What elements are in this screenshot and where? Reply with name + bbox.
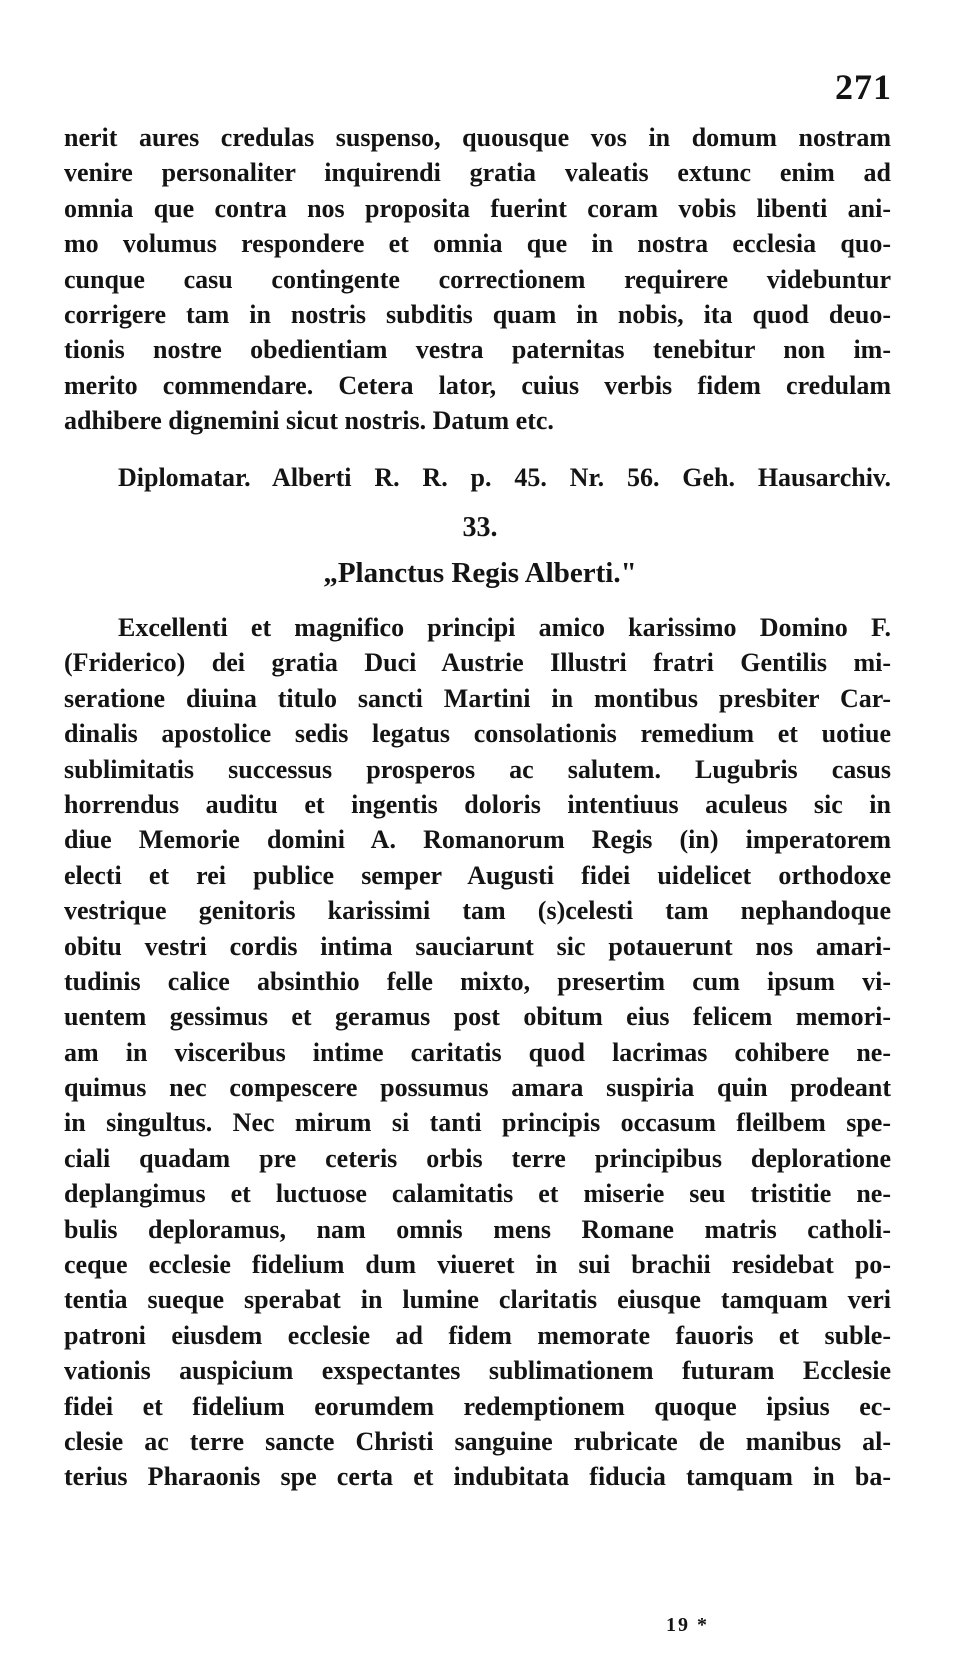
text-line: obitu vestri cordis intima sauciarunt sic potauerunt nos amari-: [64, 931, 891, 961]
text-line: tionis nostre obedientiam vestra paternitas tenebitur non im-: [64, 335, 891, 365]
text-line: ceque ecclesie fidelium dum viueret in sui brachii residebat po-: [64, 1250, 891, 1280]
text-line: diue Memorie domini A. Romanorum Regis (in) imperatorem: [64, 825, 891, 855]
text-line: fidei et fidelium eorumdem redemptionem quoque ipsius ec-: [64, 1391, 891, 1421]
text-line: (Friderico) dei gratia Duci Austrie Illustri fratri Gentilis mi-: [64, 648, 891, 678]
text-line: omnia que contra nos proposita fuerint coram vobis libenti ani-: [64, 193, 891, 223]
top-paragraph: [64, 120, 891, 439]
text-line: bulis deploramus, nam omnis mens Romane matris catholi-: [64, 1214, 891, 1244]
text-line: deplangimus et luctuose calamitatis et miserie seu tristitie ne-: [64, 1179, 891, 1209]
text-line: quimus nec compescere possumus amara suspiria quin prodeant: [64, 1073, 891, 1103]
text-line: in singultus. Nec mirum si tanti principis occasum fleilbem spe-: [64, 1108, 891, 1138]
text-line: clesie ac terre sancte Christi sanguine rubricate de manibus al-: [64, 1426, 891, 1456]
text-line: nerit aures credulas suspenso, quousque vos in domum nostram: [64, 123, 891, 152]
text-line: venire personaliter inquirendi gratia valeatis extunc enim ad: [64, 158, 891, 188]
text-line: tudinis calice absinthio felle mixto, presertim cum ipsum vi-: [64, 966, 891, 996]
text-line: cunque casu contingente correctionem requirere videbuntur: [64, 264, 891, 294]
text-line: ciali quadam pre ceteris orbis terre principibus deploratione: [64, 1143, 891, 1173]
text-line: adhibere dignemini sicut nostris. Datum etc.: [64, 406, 554, 436]
text-line: electi et rei publice semper Augusti fidei uidelicet orthodoxe: [64, 860, 891, 890]
signature-mark: 19 *: [666, 1614, 709, 1636]
text-line: corrigere tam in nostris subditis quam in nobis, ita quod deuo-: [64, 299, 891, 329]
text-line: dinalis apostolice sedis legatus consolationis remedium et uotiue: [64, 719, 891, 749]
document-number: 33.: [462, 512, 498, 543]
text-line: vestrique genitoris karissimi tam (s)celesti tam nephandoque: [64, 896, 891, 926]
text-line: vationis auspicium exspectantes sublimationem futuram Ecclesie: [64, 1356, 891, 1386]
page-number: 271: [835, 67, 892, 107]
text-line: terius Pharaonis spe certa et indubitata fiducia tamquam in ba-: [64, 1462, 891, 1492]
text-line: seratione diuina titulo sancti Martini in montibus presbiter Car-: [64, 683, 891, 713]
text-line: patroni eiusdem ecclesie ad fidem memorate fauoris et suble-: [64, 1320, 891, 1350]
text-line: tentia sueque sperabat in lumine claritatis eiusque tamquam veri: [64, 1285, 891, 1315]
text-line: mo volumus respondere et omnia que in nostra ecclesia quo-: [64, 229, 891, 259]
document-title: „Planctus Regis Alberti.": [323, 557, 637, 589]
text-line: am in visceribus intime caritatis quod lacrimas cohibere ne-: [64, 1037, 891, 1067]
text-line: horrendus auditu et ingentis doloris intentiuus aculeus sic in: [64, 789, 891, 819]
text-line: Excellenti et magnifico principi amico karissimo Domino F.: [118, 613, 891, 642]
text-line: sublimitatis successus prosperos ac salutem. Lugubris casus: [64, 754, 891, 784]
text-line: merito commendare. Cetera lator, cuius verbis fidem credulam: [64, 370, 891, 400]
text-line: uentem gessimus et geramus post obitum eius felicem memori-: [64, 1002, 891, 1032]
source-citation: Diplomatar. Alberti R. R. p. 45. Nr. 56. Geh. Hausarchiv.: [118, 463, 891, 492]
main-paragraph: [64, 610, 891, 1495]
